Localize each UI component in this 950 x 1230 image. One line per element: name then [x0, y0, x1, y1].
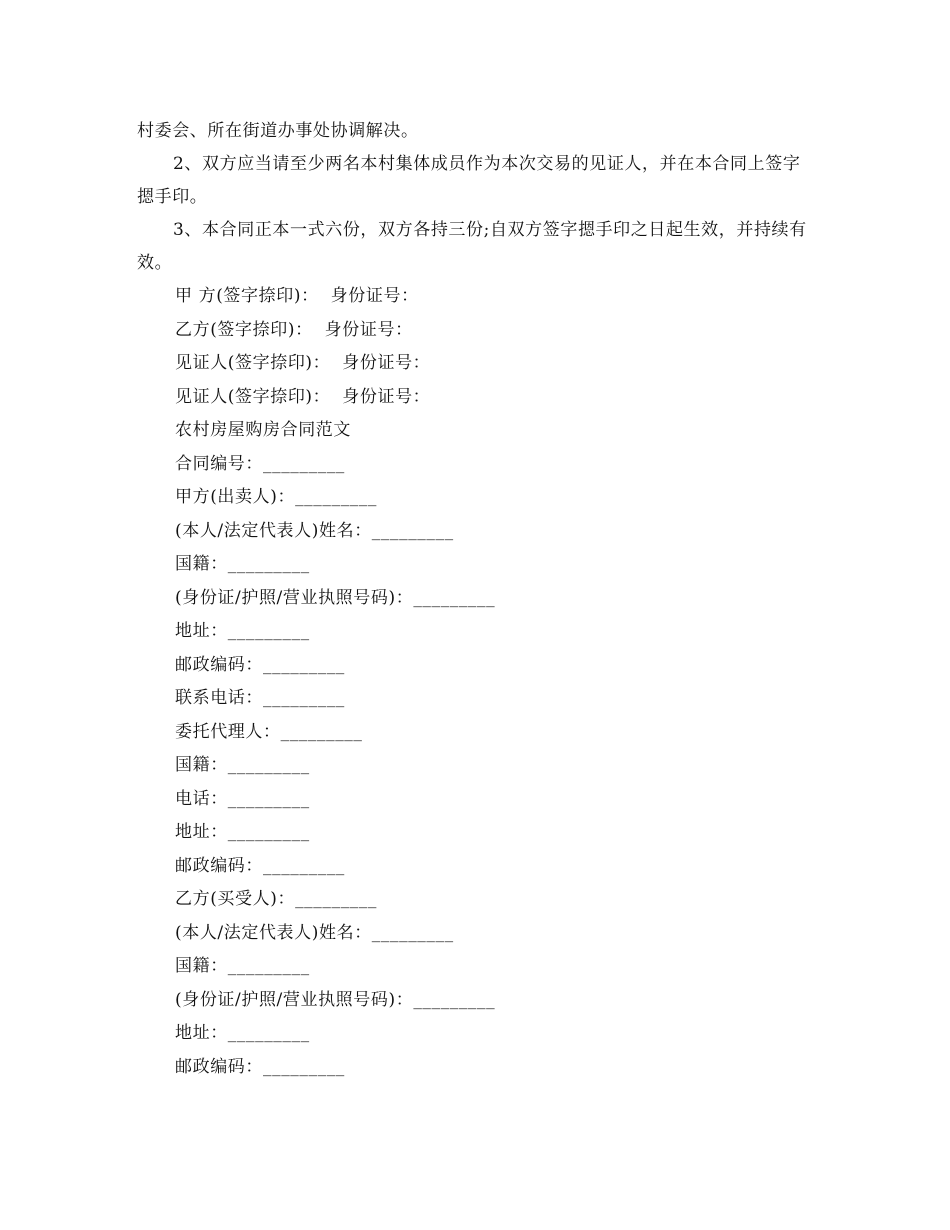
field-agent-postcode: 邮政编码：_________ [175, 855, 345, 876]
field-agent-phone: 电话：_________ [175, 788, 310, 809]
contract-title: 农村房屋购房合同范文 [175, 420, 351, 440]
field-seller-nationality: 国籍：_________ [175, 554, 310, 574]
field-buyer-address: 地址：_________ [175, 1023, 310, 1043]
paragraph-clause-2: 2、双方应当请至少两名本村集体成员作为本次交易的见证人，并在本合同上签字摁手印。 [137, 154, 801, 207]
field-buyer-nationality: 国籍：_________ [175, 956, 310, 976]
paragraph-continuation: 村委会、所在街道办事处协调解决。 [137, 121, 419, 141]
field-seller-address: 地址：_________ [175, 621, 310, 641]
field-buyer-postcode: 邮政编码：_________ [175, 1056, 345, 1077]
field-agent-address: 地址：_________ [175, 822, 310, 842]
document-body [137, 115, 817, 1084]
signature-line-party-b: 乙方(签字捺印)： 身份证号： [175, 319, 413, 340]
field-agent: 委托代理人：_________ [175, 721, 363, 742]
signature-line-witness-2: 见证人(签字捺印)： 身份证号： [175, 386, 431, 407]
field-agent-nationality: 国籍：_________ [175, 755, 310, 775]
signature-line-party-a: 甲 方(签字捺印)： 身份证号： [175, 286, 419, 306]
field-seller-postcode: 邮政编码：_________ [175, 654, 345, 675]
field-seller-name: (本人/法定代表人)姓名：_________ [175, 520, 454, 541]
field-seller: 甲方(出卖人)：_________ [175, 487, 377, 507]
field-buyer-name: (本人/法定代表人)姓名：_________ [175, 922, 454, 943]
signature-line-witness-1: 见证人(签字捺印)： 身份证号： [175, 353, 431, 373]
field-seller-id-number: (身份证/护照/营业执照号码)：_________ [175, 587, 496, 608]
field-seller-phone: 联系电话：_________ [175, 688, 345, 708]
field-buyer-id-number: (身份证/护照/营业执照号码)：_________ [175, 989, 496, 1010]
paragraph-clause-3: 3、本合同正本一式六份，双方各持三份;自双方签字摁手印之日起生效，并持续有效。 [137, 220, 807, 273]
field-contract-number: 合同编号：_________ [175, 453, 345, 474]
field-buyer: 乙方(买受人)：_________ [175, 889, 377, 909]
